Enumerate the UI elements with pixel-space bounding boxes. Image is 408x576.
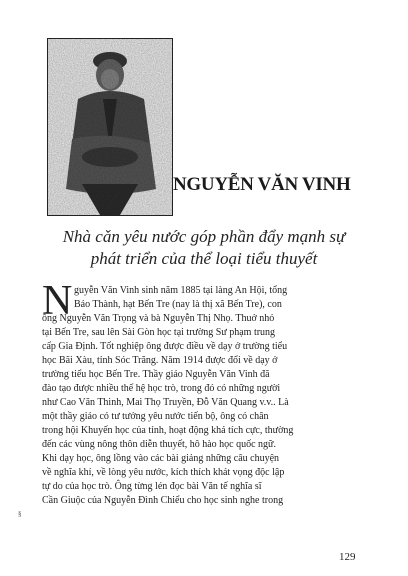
body-line: tại Bến Tre, sau lên Sài Gòn học tại trường Sư phạm trung: [42, 327, 276, 338]
body-line: Khi dạy học, ông lồng vào các bài giảng những câu chuyện: [42, 453, 280, 464]
page-title: NGUYỄN VĂN VINH: [173, 174, 351, 195]
body-line: học Bãi Xàu, tỉnh Sóc Trăng. Năm 1914 được đổi về dạy ở: [42, 355, 278, 366]
body-line: tự do của học trò. Ông từng lén đọc bài Văn tế nghĩa sĩ: [42, 481, 262, 492]
body-line: cấp Gia Định. Tốt nghiệp ông được điều về dạy ở trường tiểu: [42, 341, 288, 352]
body-line: trong hội Khuyến học của tỉnh, hoạt động khá tích cực, thường: [42, 425, 294, 436]
body-line: Bảo Thành, hạt Bến Tre (nay là thị xã Bến Tre), con: [74, 299, 282, 310]
body-line: trường tiểu học Bến Tre. Thầy giáo Nguyễn Văn Vinh đã: [42, 369, 270, 380]
body-line: guyễn Văn Vinh sinh năm 1885 tại làng An Hội, tổng: [74, 285, 288, 296]
body-line: Cần Giuộc của Nguyễn Đình Chiểu cho học sinh nghe trong: [42, 495, 284, 506]
subtitle-line: Nhà cǎn yêu nước góp phần đẩy mạnh sự: [62, 227, 346, 246]
body-line: đến các vùng nông thôn diễn thuyết, hô hào học quốc ngữ.: [42, 439, 276, 450]
drop-cap: N: [42, 278, 73, 324]
body-line: ông Nguyễn Văn Trọng và bà Nguyễn Thị Nhọ. Thuở nhỏ: [42, 313, 275, 324]
body-line: về nghĩa khí, về lòng yêu nước, kích thích khát vọng độc lập: [42, 467, 285, 478]
subtitle-line: phát triển của thể loại tiểu thuyết: [90, 249, 318, 268]
body-line: một thầy giáo có tư tưởng yêu nước tiến bộ, ông có chân: [42, 411, 269, 422]
body-line: như Cao Văn Thinh, Mai Thọ Truyền, Đỗ Văn Quang v.v.. Là: [42, 397, 289, 408]
body-line: đào tạo được nhiều thế hệ học trò, trong đó có những người: [42, 383, 281, 394]
portrait-figure-icon: [48, 39, 172, 215]
margin-mark: §: [18, 510, 22, 518]
portrait-photo: [47, 38, 173, 216]
subtitle: [30, 226, 378, 270]
page-number: 129: [339, 551, 356, 563]
